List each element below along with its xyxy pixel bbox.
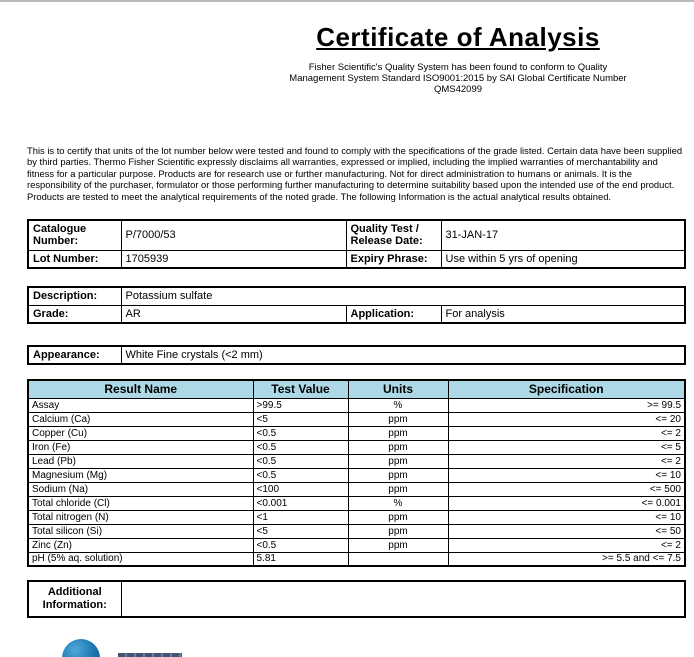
appearance-label: Appearance: bbox=[28, 346, 121, 364]
application-value: For analysis bbox=[441, 305, 685, 323]
subtitle-line: QMS42099 bbox=[433, 84, 483, 95]
specification-cell: <= 500 bbox=[448, 482, 685, 496]
grade-value: AR bbox=[121, 305, 346, 323]
table-row bbox=[28, 482, 685, 496]
grade-label: Grade: bbox=[28, 305, 121, 323]
table-row bbox=[28, 426, 685, 440]
document-header bbox=[238, 22, 678, 95]
table-row bbox=[28, 496, 685, 510]
catalogue-number-label: Catalogue Number: bbox=[28, 220, 121, 250]
result-name-cell: Total chloride (Cl) bbox=[28, 496, 253, 510]
test-value-cell: >99.5 bbox=[253, 398, 348, 412]
result-name-cell: Calcium (Ca) bbox=[28, 412, 253, 426]
table-row bbox=[28, 524, 685, 538]
table-row bbox=[28, 538, 685, 552]
test-value-cell: <0.001 bbox=[253, 496, 348, 510]
specification-cell: <= 2 bbox=[448, 454, 685, 468]
result-name-cell: pH (5% aq. solution) bbox=[28, 552, 253, 566]
result-name-cell: Zinc (Zn) bbox=[28, 538, 253, 552]
product-info-table bbox=[27, 286, 686, 324]
test-value-cell: <0.5 bbox=[253, 468, 348, 482]
specification-cell: <= 2 bbox=[448, 426, 685, 440]
specification-cell: <= 50 bbox=[448, 524, 685, 538]
specification-cell: >= 99.5 bbox=[448, 398, 685, 412]
table-row bbox=[28, 398, 685, 412]
subtitle-line: Fisher Scientific's Quality System has been found to conform to Quality bbox=[308, 62, 608, 73]
appearance-value: White Fine crystals (<2 mm) bbox=[121, 346, 685, 364]
units-cell: ppm bbox=[348, 510, 448, 524]
specification-cell: <= 10 bbox=[448, 510, 685, 524]
specification-cell: <= 10 bbox=[448, 468, 685, 482]
expiry-phrase-label: Expiry Phrase: bbox=[346, 250, 441, 268]
table-row bbox=[28, 454, 685, 468]
units-cell: ppm bbox=[348, 426, 448, 440]
additional-info-table bbox=[27, 580, 686, 618]
specification-cell: <= 20 bbox=[448, 412, 685, 426]
results-header-row bbox=[28, 380, 685, 398]
units-cell: ppm bbox=[348, 538, 448, 552]
expiry-phrase-value: Use within 5 yrs of opening bbox=[441, 250, 685, 268]
units-cell: ppm bbox=[348, 482, 448, 496]
result-name-cell: Iron (Fe) bbox=[28, 440, 253, 454]
result-name-cell: Lead (Pb) bbox=[28, 454, 253, 468]
test-value-cell: <0.5 bbox=[253, 454, 348, 468]
units-cell: % bbox=[348, 398, 448, 412]
blue-sphere-logo-icon bbox=[62, 639, 100, 657]
units-header: Units bbox=[348, 380, 448, 398]
description-value: Potassium sulfate bbox=[121, 287, 685, 305]
quality-test-release-date-value: 31-JAN-17 bbox=[441, 220, 685, 250]
result-name-cell: Copper (Cu) bbox=[28, 426, 253, 440]
catalogue-number-value: P/7000/53 bbox=[121, 220, 346, 250]
units-cell: ppm bbox=[348, 524, 448, 538]
units-cell: ppm bbox=[348, 468, 448, 482]
description-label: Description: bbox=[28, 287, 121, 305]
result-name-cell: Total silicon (Si) bbox=[28, 524, 253, 538]
test-value-cell: <100 bbox=[253, 482, 348, 496]
table-row bbox=[28, 510, 685, 524]
lot-info-table bbox=[27, 219, 686, 269]
lot-number-label: Lot Number: bbox=[28, 250, 121, 268]
table-row bbox=[28, 552, 685, 566]
quality-test-release-date-label: Quality Test / Release Date: bbox=[346, 220, 441, 250]
test-value-cell: <0.5 bbox=[253, 538, 348, 552]
result-name-cell: Assay bbox=[28, 398, 253, 412]
units-cell: ppm bbox=[348, 440, 448, 454]
appearance-table bbox=[27, 345, 686, 365]
page-title: Certificate of Analysis bbox=[316, 22, 600, 52]
units-cell bbox=[348, 552, 448, 566]
units-cell: ppm bbox=[348, 454, 448, 468]
table-row bbox=[28, 468, 685, 482]
specification-cell: <= 2 bbox=[448, 538, 685, 552]
subtitle-line: Management System Standard ISO9001:2015 by SAI Global Certificate Number bbox=[289, 73, 627, 84]
test-value-cell: 5.81 bbox=[253, 552, 348, 566]
specification-header: Specification bbox=[448, 380, 685, 398]
specification-cell: <= 5 bbox=[448, 440, 685, 454]
units-cell: % bbox=[348, 496, 448, 510]
results-table bbox=[27, 379, 686, 567]
application-label: Application: bbox=[346, 305, 441, 323]
test-value-cell: <0.5 bbox=[253, 426, 348, 440]
result-name-cell: Magnesium (Mg) bbox=[28, 468, 253, 482]
test-value-cell: <5 bbox=[253, 412, 348, 426]
test-value-cell: <1 bbox=[253, 510, 348, 524]
specification-cell: >= 5.5 and <= 7.5 bbox=[448, 552, 685, 566]
result-name-header: Result Name bbox=[28, 380, 253, 398]
additional-information-label: Additional Information: bbox=[28, 581, 121, 617]
company-logo bbox=[62, 639, 202, 657]
units-cell: ppm bbox=[348, 412, 448, 426]
specification-cell: <= 0.001 bbox=[448, 496, 685, 510]
table-row bbox=[28, 412, 685, 426]
logo-text-fragment bbox=[118, 653, 182, 657]
additional-information-value bbox=[121, 581, 685, 617]
result-name-cell: Total nitrogen (N) bbox=[28, 510, 253, 524]
table-row bbox=[28, 440, 685, 454]
lot-number-value: 1705939 bbox=[121, 250, 346, 268]
disclaimer-paragraph: This is to certify that units of the lot number below were tested and found to comply with the specifications of the grade listed. Certain data have been supplied by third parties. Thermo Fisher Scientific expressly disclaims all warranties, expressed or implied, including the implied warranties of merchantability and fitness for a particular purpose. Products are for research use or further manufacturing. Not for direct administration to humans or animals. It is the responsibility of the purchaser, formulator or those performing further manufacturing to determine suitability based upon the intended use of the end product. Products are tested to meet the analytical requirements of the noted grade. The following Information is the actual analytical results obtained. bbox=[27, 145, 683, 202]
test-value-cell: <5 bbox=[253, 524, 348, 538]
quality-system-statement bbox=[238, 62, 678, 95]
test-value-cell: <0.5 bbox=[253, 440, 348, 454]
test-value-header: Test Value bbox=[253, 380, 348, 398]
result-name-cell: Sodium (Na) bbox=[28, 482, 253, 496]
